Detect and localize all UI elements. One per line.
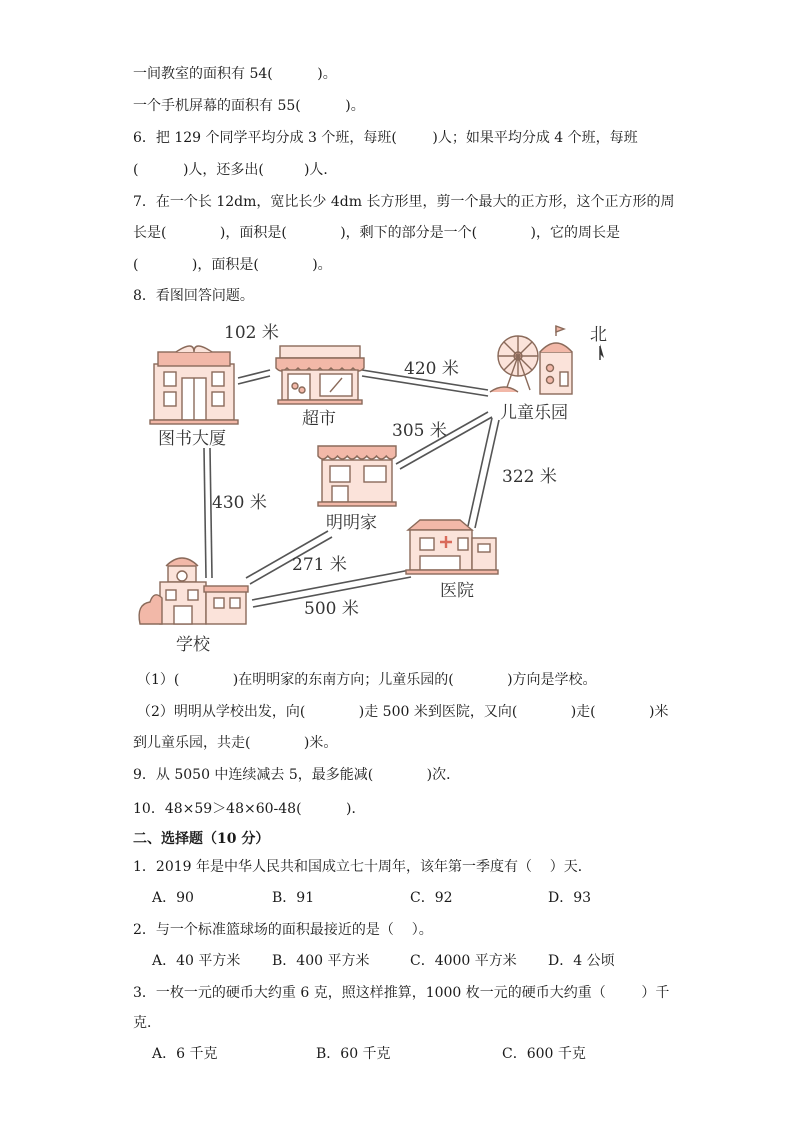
question-6-line-1: 6．把 129 个同学平均分成 3 个班，每班( )人；如果平均分成 4 个班，每班 xyxy=(133,130,638,146)
school-building-icon xyxy=(139,558,248,624)
question-6-line-2: ( )人，还多出( )人． xyxy=(133,162,338,178)
distance-library-school: 430 米 xyxy=(212,493,267,513)
choice-2-option-d[interactable]: D．4 公顷 xyxy=(548,953,615,969)
choice-question-3-line-2: 克． xyxy=(133,1015,161,1031)
distance-school-home: 271 米 xyxy=(292,555,347,575)
supermarket-building-icon xyxy=(276,346,364,404)
question-line: 一个手机屏幕的面积有 55( )。 xyxy=(133,98,365,114)
choice-2-option-b[interactable]: B．400 平方米 xyxy=(272,953,370,969)
question-7-line-3: ( )，面积是( )。 xyxy=(133,257,332,273)
choice-3-option-b[interactable]: B．60 千克 xyxy=(316,1046,391,1062)
choice-2-option-a[interactable]: A．40 平方米 xyxy=(152,953,241,969)
question-7-line-2: 长是( )，面积是( )，剩下的部分是一个( )，它的周长是 xyxy=(133,225,620,241)
hospital-building-icon xyxy=(406,520,498,574)
north-arrow-icon xyxy=(590,325,607,360)
choice-question-1: 1．2019 年是中华人民共和国成立七十周年，该年第一季度有（ ）天． xyxy=(133,859,592,875)
distance-school-hospital: 500 米 xyxy=(304,599,359,619)
amusement-park-icon xyxy=(490,326,572,394)
park-label: 儿童乐园 xyxy=(500,403,568,423)
hospital-label: 医院 xyxy=(440,581,474,601)
choice-question-2: 2．与一个标准篮球场的面积最接近的是（ ）。 xyxy=(133,922,433,938)
distance-library-supermarket: 102 米 xyxy=(224,323,279,343)
distance-supermarket-park: 420 米 xyxy=(404,359,459,379)
question-8-title: 8．看图回答问题。 xyxy=(133,288,254,304)
choice-2-option-c[interactable]: C．4000 平方米 xyxy=(410,953,517,969)
question-line: 一间教室的面积有 54( )。 xyxy=(133,66,337,82)
question-8-part-2-line-2: 到儿童乐园，共走( )米。 xyxy=(133,735,338,751)
library-label: 图书大厦 xyxy=(158,429,226,449)
choice-1-option-d[interactable]: D．93 xyxy=(548,890,592,906)
question-8-part-2-line-1: （2）明明从学校出发，向( )走 500 米到医院，又向( )走( )米 xyxy=(137,704,669,720)
distance-home-park: 305 米 xyxy=(392,421,447,441)
question-9: 9．从 5050 中连续减去 5，最多能减( )次． xyxy=(133,767,461,783)
choice-question-3-line-1: 3．一枚一元的硬币大约重 6 克，照这样推算，1000 枚一元的硬币大约重（ ）千 xyxy=(133,985,670,1001)
choice-3-option-a[interactable]: A．6 千克 xyxy=(152,1046,218,1062)
library-building-icon xyxy=(150,346,238,424)
choice-1-option-a[interactable]: A．90 xyxy=(152,890,194,906)
school-label: 学校 xyxy=(176,635,210,655)
supermarket-label: 超市 xyxy=(302,409,336,429)
question-10: 10．48×59＞48×60-48( )． xyxy=(133,801,366,817)
section-2-title: 二、选择题（10 分） xyxy=(133,831,270,847)
choice-3-option-c[interactable]: C．600 千克 xyxy=(502,1046,586,1062)
question-8-part-1: （1）( )在明明家的东南方向；儿童乐园的( )方向是学校。 xyxy=(137,672,597,688)
question-7-line-1: 7．在一个长 12dm，宽比长少 4dm 长方形里，剪一个最大的正方形，这个正方形的周 xyxy=(133,194,675,210)
map-illustration xyxy=(120,316,630,661)
choice-1-option-b[interactable]: B．91 xyxy=(272,890,315,906)
choice-1-option-c[interactable]: C．92 xyxy=(410,890,453,906)
home-label: 明明家 xyxy=(326,513,377,533)
distance-hospital-park: 322 米 xyxy=(502,467,557,487)
home-building-icon xyxy=(318,446,396,506)
svg-text:北: 北 xyxy=(590,325,607,345)
